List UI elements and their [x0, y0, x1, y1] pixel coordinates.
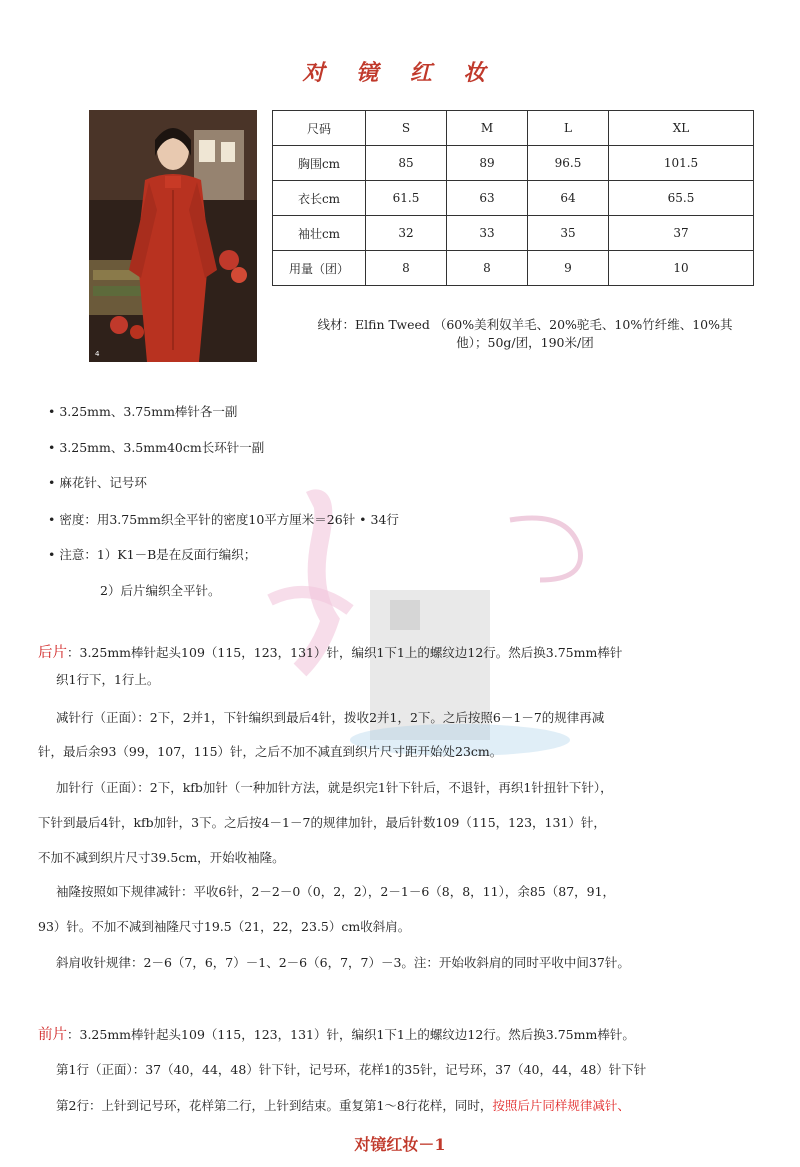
front-heading: 前片 — [38, 1027, 67, 1043]
table-row — [273, 251, 754, 286]
table-row — [273, 181, 754, 216]
size-table — [272, 110, 754, 286]
table-cell: 64 — [528, 181, 609, 216]
table-cell: 10 — [609, 251, 754, 286]
front-text: 第2行：上针到记号环，花样第二行，上针到结束。重复第1～8行花样，同时， — [56, 1098, 493, 1113]
table-cell: 胸围cm — [273, 146, 366, 181]
front-line-3 — [56, 1096, 630, 1114]
table-cell: XL — [609, 111, 754, 146]
back-line-7: 不加不减到织片尺寸39.5cm，开始收袖隆。 — [38, 850, 285, 865]
table-cell: 61.5 — [366, 181, 447, 216]
table-cell: 63 — [447, 181, 528, 216]
table-cell: 8 — [447, 251, 528, 286]
list-item: • 注意：1）K1－B是在反面行编织； — [48, 547, 257, 562]
list-item: • 密度：用3.75mm织全平针的密度10平方厘米＝26针 • 34行 — [48, 512, 399, 527]
back-line-1 — [38, 641, 622, 662]
table-header-row — [273, 111, 754, 146]
table-cell: 33 — [447, 216, 528, 251]
front-text: ：3.25mm棒针起头109（115，123，131）针，编织1下1上的螺纹边12行。然后换3.75mm棒针。 — [67, 1027, 635, 1042]
table-cell: 9 — [528, 251, 609, 286]
yarn-info — [290, 316, 760, 352]
table-row — [273, 216, 754, 251]
sweater-photo — [89, 110, 257, 362]
table-cell: 101.5 — [609, 146, 754, 181]
table-cell: 37 — [609, 216, 754, 251]
table-cell: 袖壮cm — [273, 216, 366, 251]
back-line-3: 减针行（正面）：2下，2并1，下针编织到最后4针，拨收2并1，2下。之后按照6－1－7的规律再减 — [56, 710, 605, 725]
table-row — [273, 146, 754, 181]
back-text: ：3.25mm棒针起头109（115，123，131）针，编织1下1上的螺纹边12行。然后换3.75mm棒针 — [67, 645, 623, 660]
back-line-5: 加针行（正面）：2下，kfb加针（一种加针方法，就是织完1针下针后，不退针，再织1针扭针下针）， — [56, 780, 613, 795]
table-cell: 32 — [366, 216, 447, 251]
table-cell: S — [366, 111, 447, 146]
list-item: • 3.25mm、3.75mm棒针各一副 — [48, 404, 238, 419]
back-line-8: 袖隆按照如下规律减针：平收6针，2－2－0（0，2，2），2－1－6（8，8，11），余85（87，91， — [56, 884, 616, 899]
back-line-9: 93）针。不加不减到袖隆尺寸19.5（21，22，23.5）cm收斜肩。 — [38, 919, 411, 934]
table-cell: 89 — [447, 146, 528, 181]
table-cell: 衣长cm — [273, 181, 366, 216]
back-line-6: 下针到最后4针，kfb加针，3下。之后按4－1－7的规律加针，最后针数109（115，123，131）针， — [38, 815, 606, 830]
table-cell: 85 — [366, 146, 447, 181]
page-title: 对 镜 红 妆 — [302, 60, 498, 86]
table-cell: L — [528, 111, 609, 146]
table-cell: 96.5 — [528, 146, 609, 181]
list-item: • 3.25mm、3.5mm40cm长环针一副 — [48, 440, 265, 455]
yarn-line: 线材：Elfin Tweed （60%美利奴羊毛、20%驼毛、10%竹纤维、10%其 — [317, 317, 733, 332]
front-line-1 — [38, 1023, 635, 1044]
table-cell: 35 — [528, 216, 609, 251]
yarn-line: 他）；50g/团，190米/团 — [456, 335, 594, 350]
back-line-4: 针，最后余93（99，107，115）针，之后不加不减直到织片尺寸距开始处23cm。 — [38, 744, 503, 759]
table-cell: 8 — [366, 251, 447, 286]
page-footer: 对镜红妆－1 — [354, 1135, 446, 1154]
back-heading: 后片 — [38, 645, 67, 661]
table-cell: 用量（团） — [273, 251, 366, 286]
front-line-2: 第1行（正面）：37（40，44，48）针下针，记号环，花样1的35针，记号环，37（40，44，48）针下针 — [56, 1062, 647, 1077]
photo-corner-number: 4 — [95, 350, 100, 358]
table-cell: 尺码 — [273, 111, 366, 146]
back-line-2: 织1行下，1行上。 — [56, 672, 160, 687]
list-item: • 麻花针、记号环 — [48, 475, 147, 490]
back-line-10: 斜肩收针规律：2－6（7，6，7）－1、2－6（6，7，7）－3。注：开始收斜肩的同时平收中间37针。 — [56, 955, 630, 970]
table-cell: M — [447, 111, 528, 146]
front-highlight-text: 按照后片同样规律减针、 — [492, 1098, 630, 1113]
table-cell: 65.5 — [609, 181, 754, 216]
list-item-sub: 2）后片编织全平针。 — [100, 583, 221, 598]
